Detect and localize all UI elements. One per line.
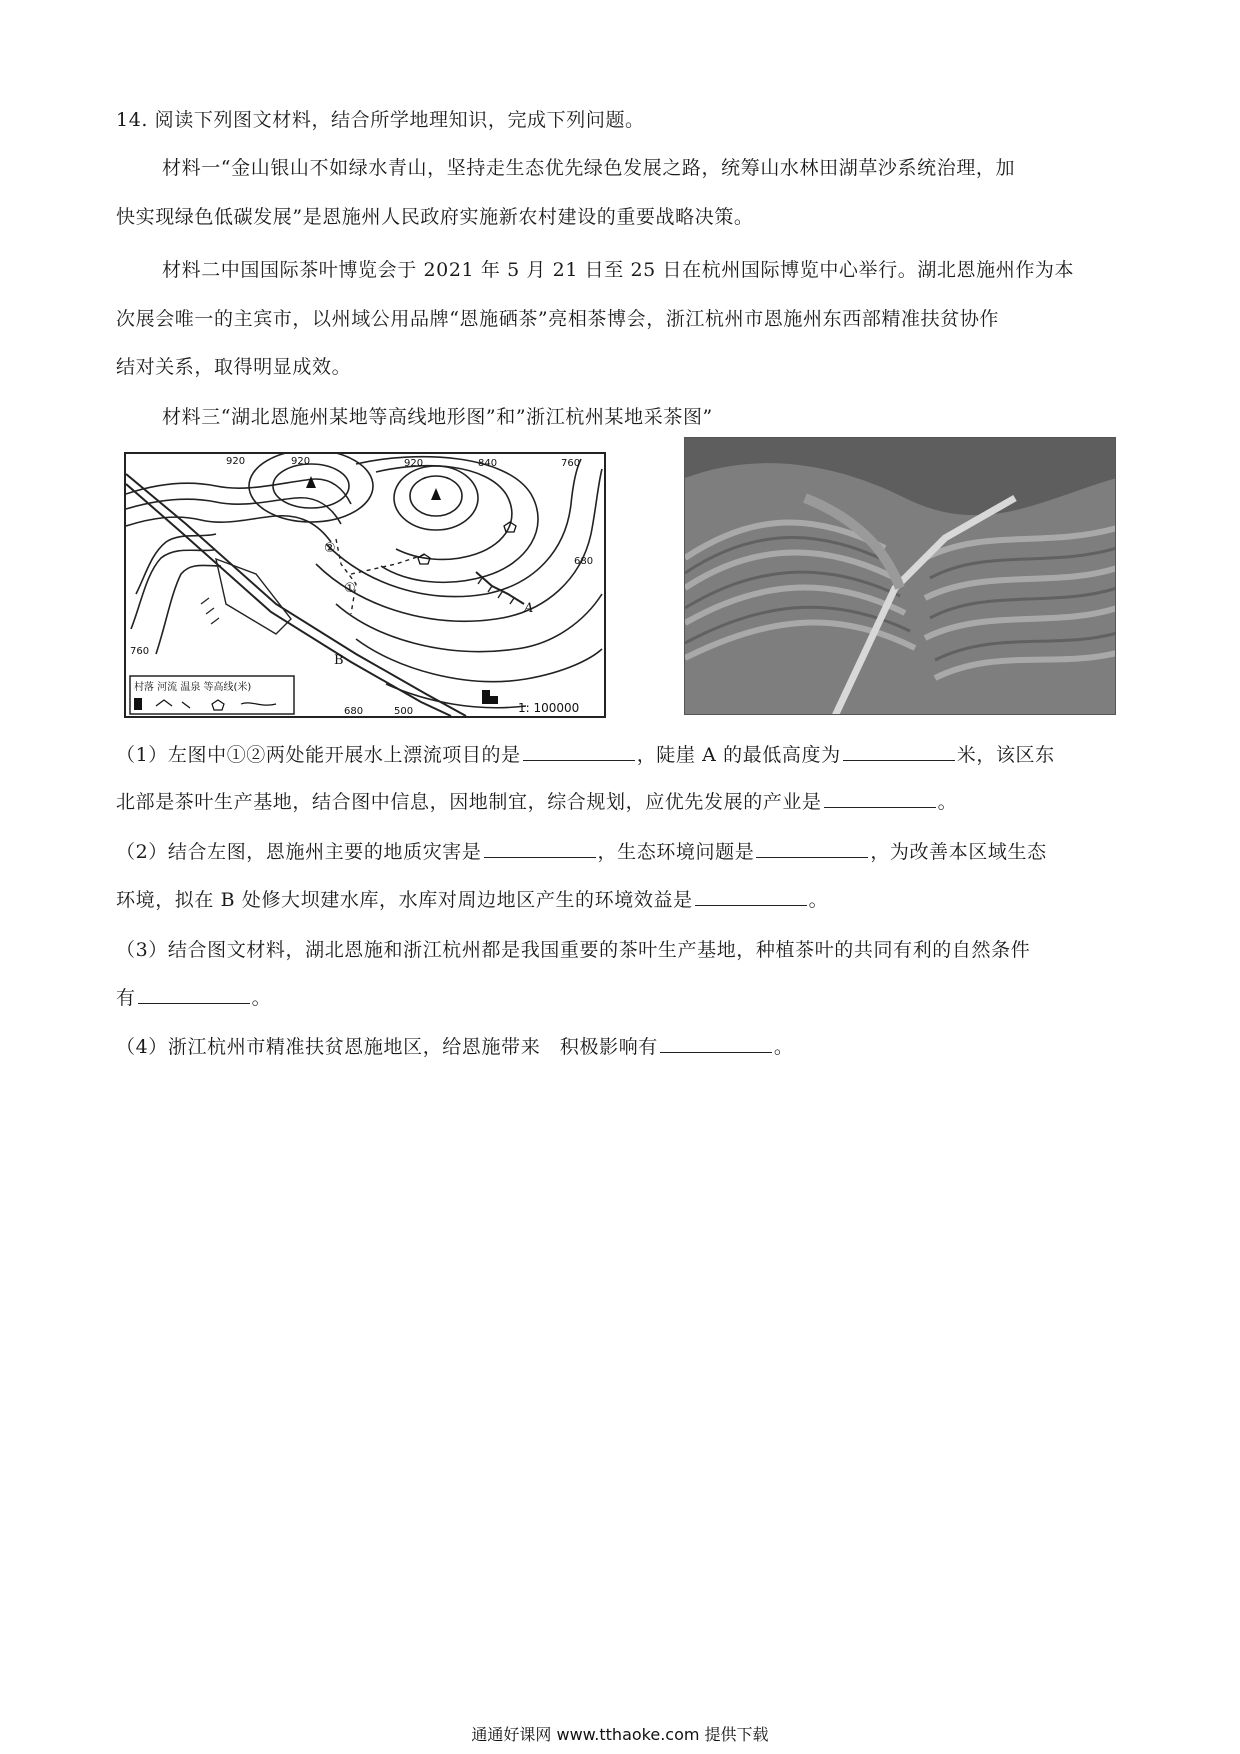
- subquestion-1-line1: [116, 741, 1055, 769]
- svg-text:920: 920: [291, 456, 311, 467]
- subquestion-4-line: [116, 1033, 794, 1061]
- svg-text:B: B: [334, 653, 344, 668]
- svg-text:920: 920: [404, 458, 424, 469]
- svg-text:920: 920: [226, 456, 246, 467]
- q2-text-c: ，为改善本区域生态: [870, 841, 1047, 863]
- q1-text-d: 北部是茶叶生产基地，结合图中信息，因地制宜，综合规划，应优先发展的产业是: [116, 791, 822, 813]
- q3-text-a: 有: [116, 987, 136, 1009]
- q2-text-a: （2）结合左图，恩施州主要的地质灾害是: [116, 841, 482, 863]
- q4-answer-blank[interactable]: [660, 1034, 772, 1053]
- svg-text:①: ①: [344, 581, 356, 596]
- q1-text-e: 。: [937, 791, 958, 813]
- q2-answer-blank-2[interactable]: [756, 839, 868, 858]
- q1-text-a: （1）左图中①②两处能开展水上漂流项目的是: [116, 744, 521, 766]
- svg-text:680: 680: [574, 556, 594, 567]
- q3-text-b: 。: [251, 987, 272, 1009]
- q2-text-b: ，生态环境问题是: [597, 841, 755, 863]
- contour-map-drawing: [126, 454, 604, 716]
- material1-line1: 材料一“金山银山不如绿水青山，坚持走生态优先绿色发展之路，统筹山水林田湖草沙系统治理，加: [162, 157, 1016, 179]
- svg-text:A: A: [524, 601, 534, 616]
- svg-text:1: 100000: 1: 100000: [518, 701, 580, 715]
- svg-text:760: 760: [561, 458, 581, 469]
- material1-line2: 快实现绿色低碳发展”是恩施州人民政府实施新农村建设的重要战略决策。: [116, 206, 754, 228]
- svg-text:760: 760: [130, 646, 150, 657]
- q1-text-b: ，陡崖 A 的最低高度为: [636, 744, 841, 766]
- page-footer: 通通好课网 www.tthaoke.com 提供下载: [471, 1725, 769, 1744]
- material2-line3: 结对关系，取得明显成效。: [116, 356, 352, 378]
- tea-plantation-drawing: [685, 438, 1116, 715]
- q1-text-c: 米，该区东: [956, 744, 1055, 766]
- q1-answer-blank-1[interactable]: [523, 742, 635, 761]
- subquestion-3-line2: [116, 984, 271, 1012]
- q2-answer-blank-3[interactable]: [695, 887, 807, 906]
- q1-answer-blank-3[interactable]: [824, 789, 936, 808]
- question-heading: 14. 阅读下列图文材料，结合所学地理知识，完成下列问题。: [116, 109, 645, 131]
- q2-text-e: 。: [808, 889, 829, 911]
- svg-text:村落 河流 温泉 等高线(米): 村落 河流 温泉 等高线(米): [134, 682, 252, 693]
- q4-text-b: 。: [773, 1036, 794, 1058]
- subquestion-2-line2: [116, 886, 828, 914]
- subquestion-2-line1: [116, 838, 1047, 866]
- material2-line2: 次展会唯一的主宾市，以州域公用品牌“恩施硒茶”亮相茶博会，浙江杭州市恩施州东西部精准扶贫协作: [116, 308, 1000, 330]
- q2-text-d: 环境，拟在 B 处修大坝建水库，水库对周边地区产生的环境效益是: [116, 889, 693, 911]
- subquestion-1-line2: [116, 788, 957, 816]
- q4-text-a: （4）浙江杭州市精准扶贫恩施地区，给恩施带来 积极影响有: [116, 1036, 658, 1058]
- svg-text:②: ②: [324, 541, 336, 556]
- tea-plantation-photo: [684, 437, 1116, 715]
- svg-text:680: 680: [344, 706, 364, 716]
- svg-text:500: 500: [394, 706, 414, 716]
- contour-map: [124, 452, 606, 718]
- material3-line: 材料三“湖北恩施州某地等高线地形图”和”浙江杭州某地采茶图”: [162, 406, 713, 428]
- q3-answer-blank[interactable]: [138, 985, 250, 1004]
- material2-line1: 材料二中国国际茶叶博览会于 2021 年 5 月 21 日至 25 日在杭州国际博览中心举行。湖北恩施州作为本: [162, 259, 1075, 281]
- q2-answer-blank-1[interactable]: [484, 839, 596, 858]
- subquestion-3-line1: （3）结合图文材料，湖北恩施和浙江杭州都是我国重要的茶叶生产基地，种植茶叶的共同有利的自然条件: [116, 939, 1031, 961]
- q1-answer-blank-2[interactable]: [843, 742, 955, 761]
- svg-text:840: 840: [478, 458, 498, 469]
